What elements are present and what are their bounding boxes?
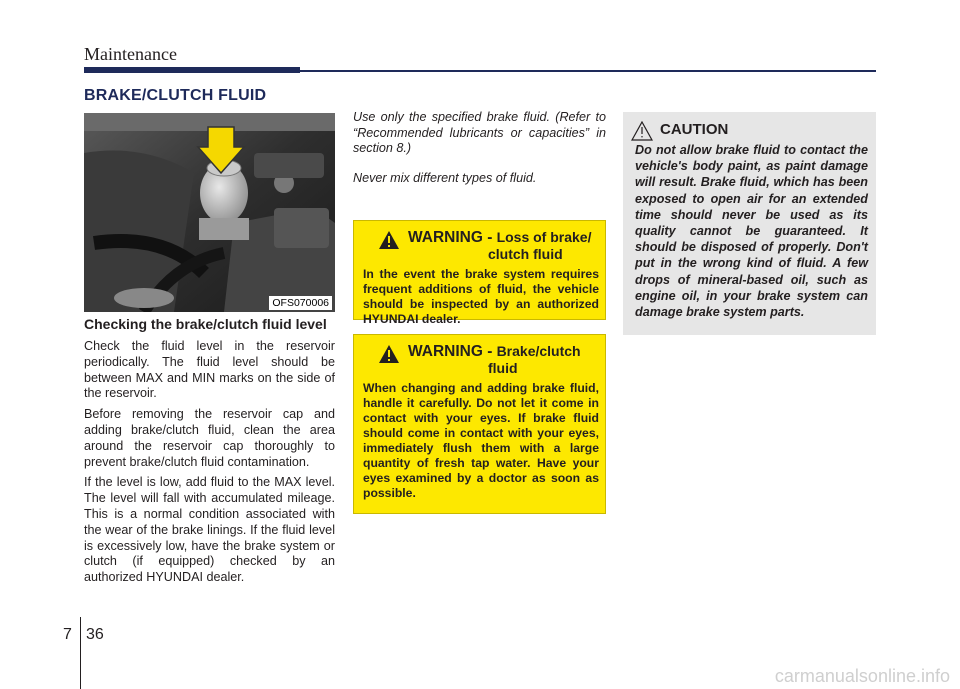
page-number: 36 <box>86 626 104 643</box>
warning-subject: Brake/clutch <box>496 343 581 359</box>
caution-triangle-icon <box>631 121 653 141</box>
engine-bay-photo <box>84 113 335 312</box>
warning-header <box>354 335 605 377</box>
paragraph: Check the fluid level in the reservoir periodically. The fluid level should be between MAX and MIN marks on the side of the reservoir. <box>84 339 335 401</box>
warning-body: In the event the brake system requires frequent additions of fluid, the vehicle should be inspected by an authorized HYUNDAI dealer. <box>363 267 599 326</box>
watermark: carmanualsonline.info <box>774 666 950 686</box>
warning-body: When changing and adding brake fluid, handle it carefully. Do not let it come in contact with your eyes. If brake fluid should come in contact with your eyes, immediately flush them with a large quantity of fresh tap water. Have your eyes examined by a doctor as soon as possible. <box>363 381 599 500</box>
photo-code: OFS070006 <box>269 296 332 310</box>
paragraph: Before removing the reservoir cap and adding brake/clutch fluid, clean the area around the reservoir cap thoroughly to prevent brake/clutch fluid contamination. <box>84 407 335 469</box>
warning-triangle-icon <box>378 230 400 250</box>
paragraph: Use only the specified brake fluid. (Refer to “Recommended lubricants or capacities” in section 8.) <box>353 110 606 156</box>
warning-label: WARNING - <box>408 229 493 246</box>
subheading: Checking the brake/clutch fluid level <box>84 316 327 332</box>
warning-triangle-icon <box>378 344 400 364</box>
chapter-number: 7 <box>63 626 72 643</box>
caution-box <box>623 112 876 335</box>
paragraph: Never mix different types of fluid. <box>353 170 537 185</box>
warning-subject-2: fluid <box>488 360 518 376</box>
running-header: Maintenance <box>84 44 177 64</box>
paragraph: If the level is low, add fluid to the MAX level. The level will fall with accumulated mileage. This is a normal condition associated with the wear of the brake linings. If the fluid level is excessively low, have the brake system or clutch (if equipped) checked by an authorized HYUNDAI dealer. <box>84 475 335 585</box>
caution-body: Do not allow brake fluid to contact the vehicle's body paint, as paint damage will result. Brake fluid, which has been exposed to open air for an extended time should never be used as its quality cannot be guaranteed. It should be disposed of properly. Don't put in the wrong kind of fluid. A few drops of mineral-based oil, such as engine oil, in your brake system can damage brake system parts. <box>635 143 868 320</box>
middle-column <box>353 110 606 200</box>
warning-subject: Loss of brake/ <box>496 229 592 245</box>
section-title: BRAKE/CLUTCH FLUID <box>84 87 267 104</box>
caution-header <box>623 112 876 138</box>
header-rule-thick <box>84 67 300 73</box>
warning-header <box>354 221 605 263</box>
warning-label: WARNING - <box>408 343 493 360</box>
caution-label: CAUTION <box>660 121 729 138</box>
header-rule-thin <box>300 70 876 72</box>
warning-box-brake-fluid <box>353 334 606 514</box>
footer-divider <box>80 617 81 689</box>
left-column <box>84 316 335 591</box>
warning-box-fluid-loss <box>353 220 606 326</box>
warning-subject-2: clutch fluid <box>488 246 563 262</box>
